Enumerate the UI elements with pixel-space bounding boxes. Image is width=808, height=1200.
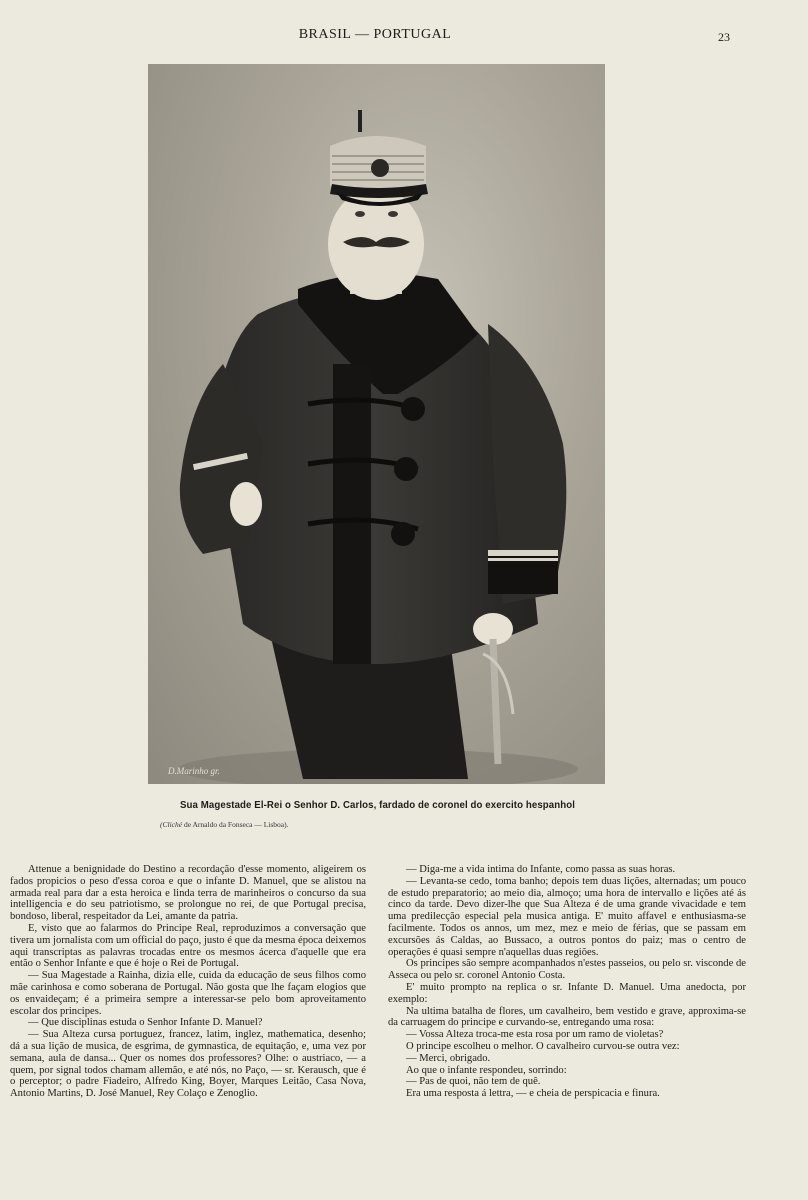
paragraph: Era uma resposta á lettra, — e cheia de perspicacia e finura. <box>406 1088 660 1100</box>
paragraph: — Sua Magestade a Rainha, dizia elle, cuida da educação de seus filhos como mãe carinhosa e como soberana de Portugal. Não gosta que lhe façam elogios que os envaideçam; é a primeira sempre a interessar-se pelo bom aproveitamento escolar dos principes. <box>10 970 366 1017</box>
paragraph: — Merci, obrigado. <box>406 1052 491 1064</box>
paragraph: — Diga-me a vida intima do Infante, como passa as suas horas. <box>406 864 676 875</box>
credit-rest: de Arnaldo da Fonseca — Lisboa). <box>182 820 289 829</box>
paragraph: — Sua Alteza cursa portuguez, francez, latim, inglez, mathematica, desenho; dá a sua lição de musica, de esgrima, de gymnastica, de equitação, e, uma vez por semana, aula de dansa... Quer os nomes dos professores? Olhe: o austriaco, — a quem, por signal todos chamam allemão, e até nós, no Paço, — sr. Kerausch, que é o perceptor; o padre Fiadeiro, Alfredo King, Boyer, Marques Leitão, Casa Nova, Antonio Martins, D. José Manuel, Rey Colaço e Zenoglio. <box>10 1029 366 1100</box>
paragraph: — Levanta-se cedo, toma banho; depois tem duas lições, alternadas; um pouco de estudo preparatorio; ao meio dia, almoço; uma hora de intervallo e lições até ás cinco da tarde. Devo dizer-lhe que Sua Alteza é de uma grande vivacidade e tem uma predilecção especial pela musica antiga. E' muito affavel e enthusiasma-se facilmente. Todos os annos, um mez, mez e meio de férias, que se passam em excursões ás Caldas, ao Bussaco, a outros pontos do paiz; mas o centro de operações é quasi sempre n'aquellas duas regiões. <box>388 875 746 958</box>
paragraph: — Pas de quoi, não tem de quê. <box>406 1076 541 1088</box>
paragraph: E, visto que ao falarmos do Principe Real, reproduzimos a conversação que tivera um jornalista com um official do paço, justo é que da mesma época deixemos aqui transcriptas as palavras trocadas entre os mesmos ácerca d'aquelle que era então o Senhor Infante e que é hoje o Rei de Portugal. <box>10 922 366 970</box>
page-number: 23 <box>718 30 730 44</box>
running-header-title: BRASIL — PORTUGAL <box>298 27 452 42</box>
photo-credit <box>160 820 289 829</box>
photo-caption: Sua Magestade El-Rei o Senhor D. Carlos, fardado de coronel do exercito hespanhol <box>179 799 575 811</box>
engraver-signature: D.Marinho gr. <box>168 766 220 776</box>
paragraph: Attenue a benignidade do Destino a recordação d'esse momento, aligeirem os fados propicios o peso d'essa coroa e que o infante D. Manuel, que se alistou na armada real para dar a esta heroica e linda terra de marinheiros o concurso da sua intelligencia e do seu patriotismo, se prolongue no rei, de que Portugal precisa, bondoso, liberal, respeitador da Lei, amante da patria. <box>10 864 366 923</box>
paragraph: E' muito prompto na replica o sr. Infante D. Manuel. Uma anedocta, por exemplo: <box>388 981 746 1005</box>
portrait-illustration <box>148 64 605 784</box>
paragraph: — Que disciplinas estuda o Senhor Infante D. Manuel? <box>28 1017 263 1029</box>
article-right-column <box>388 864 746 1100</box>
paragraph: — Vossa Alteza troca-me esta rosa por um ramo de violetas? <box>406 1029 664 1041</box>
paragraph: Na ultima batalha de flores, um cavalheiro, bem vestido e grave, approxima-se da carruagem do principe e curvando-se, entregando uma rosa: <box>388 1005 746 1029</box>
paragraph: O principe escolheu o melhor. O cavalheiro curvou-se outra vez: <box>406 1040 680 1052</box>
paragraph: Ao que o infante respondeu, sorrindo: <box>406 1064 567 1076</box>
portrait-photograph <box>148 64 605 784</box>
credit-prefix: (Cliché <box>160 820 183 829</box>
article-left-column <box>10 864 366 1100</box>
paragraph: Os principes são sempre acompanhados n'estes passeios, ou pelo sr. visconde de Asseca ou pelo sr. coronel Antonio Costa. <box>388 958 746 982</box>
